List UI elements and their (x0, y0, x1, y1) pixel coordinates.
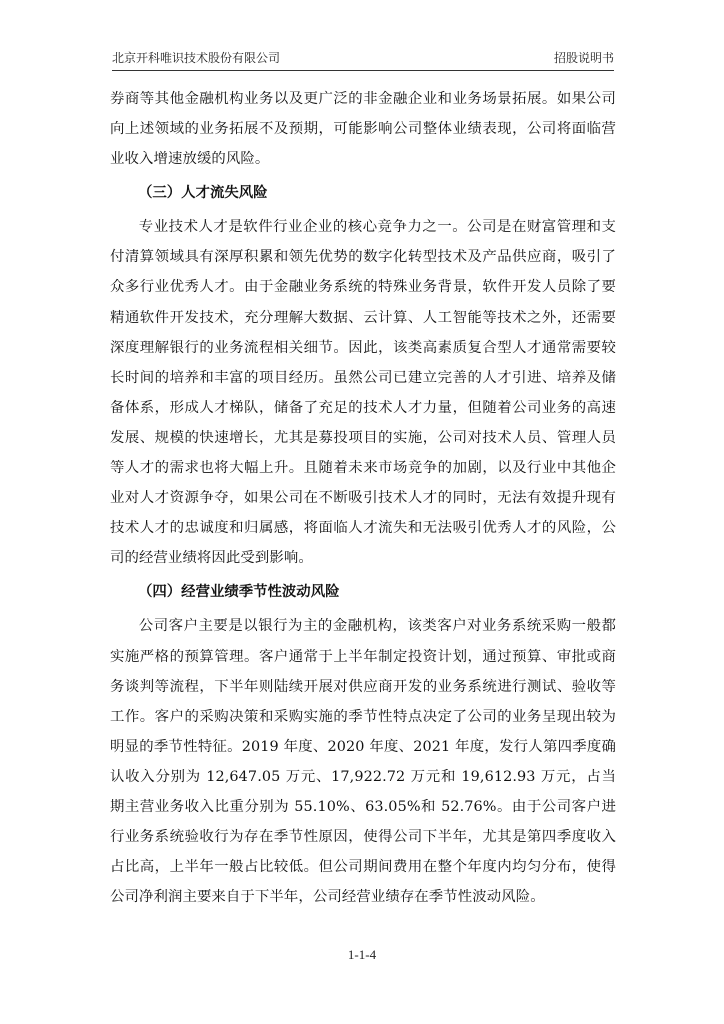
intro-paragraph: 券商等其他金融机构业务以及更广泛的非金融企业和业务场景拓展。如果公司向上述领域的业务拓展不及预期，可能影响公司整体业绩表现，公司将面临营业收入增速放缓的风险。 (110, 91, 616, 168)
header-document-type: 招股说明书 (553, 51, 614, 65)
page-number: 1-1-4 (347, 947, 377, 962)
header-company-name: 北京开科唯识技术股份有限公司 (112, 51, 281, 65)
talent-loss-risk-paragraph: 专业技术人才是软件行业企业的核心竞争力之一。公司是在财富管理和支付清算领域具有深厚积累和领先优势的数字化转型技术及产品供应商，吸引了众多行业优秀人才。由于金融业务系统的特殊业务背景，软件开发人员除了要精通软件开发技术，充分理解大数据、云计算、人工智能等技术之外，还需要深度理解银行的业务流程相关细节。因此，该类高素质复合型人才通常需要较长时间的培养和丰富的项目经历。虽然公司已建立完善的人才引进、培养及储备体系，形成人才梯队，储备了充足的技术人才力量，但随着公司业务的高速发展、规模的快速增长，尤其是募投项目的实施，公司对技术人员、管理人员等人才的需求也将大幅上升。且随着未来市场竞争的加剧，以及行业中其他企业对人才资源争夺，如果公司在不断吸引技术人才的同时，无法有效提升现有技术人才的忠诚度和归属感，将面临人才流失和无法吸引优秀人才的风险，公司的经营业绩将因此受到影响。 (110, 219, 616, 567)
seasonal-fluctuation-risk-paragraph: 公司客户主要是以银行为主的金融机构，该类客户对业务系统采购一般都实施严格的预算管理。客户通常于上半年制定投资计划，通过预算、审批或商务谈判等流程，下半年则陆续开展对供应商开发的业务系统进行测试、验收等工作。客户的采购决策和采购实施的季节性特点决定了公司的业务呈现出较为明显的季节性特征。2019 年度、2020 年度、2021 年度，发行人第四季度确认收入分别为 12,647.05 万元、17,922.72 万元和 19,612.93 万元，占当期主营业务收入比重分别为 55.10%、63.05%和 52.76%。由于公司客户进行业务系统验收行为存在季节性原因，使得公司下半年，尤其是第四季度收入占比高，上半年一般占比较低。但公司期间费用在整个年度内均匀分布，使得公司净利润主要来自于下半年，公司经营业绩存在季节性波动风险。 (110, 618, 616, 906)
section-heading-seasonal-fluctuation-risk: （四）经营业绩季节性波动风险 (138, 584, 340, 601)
document-body (110, 84, 616, 912)
page-header (112, 50, 614, 71)
section-heading-talent-loss-risk: （三）人才流失风险 (138, 185, 268, 202)
